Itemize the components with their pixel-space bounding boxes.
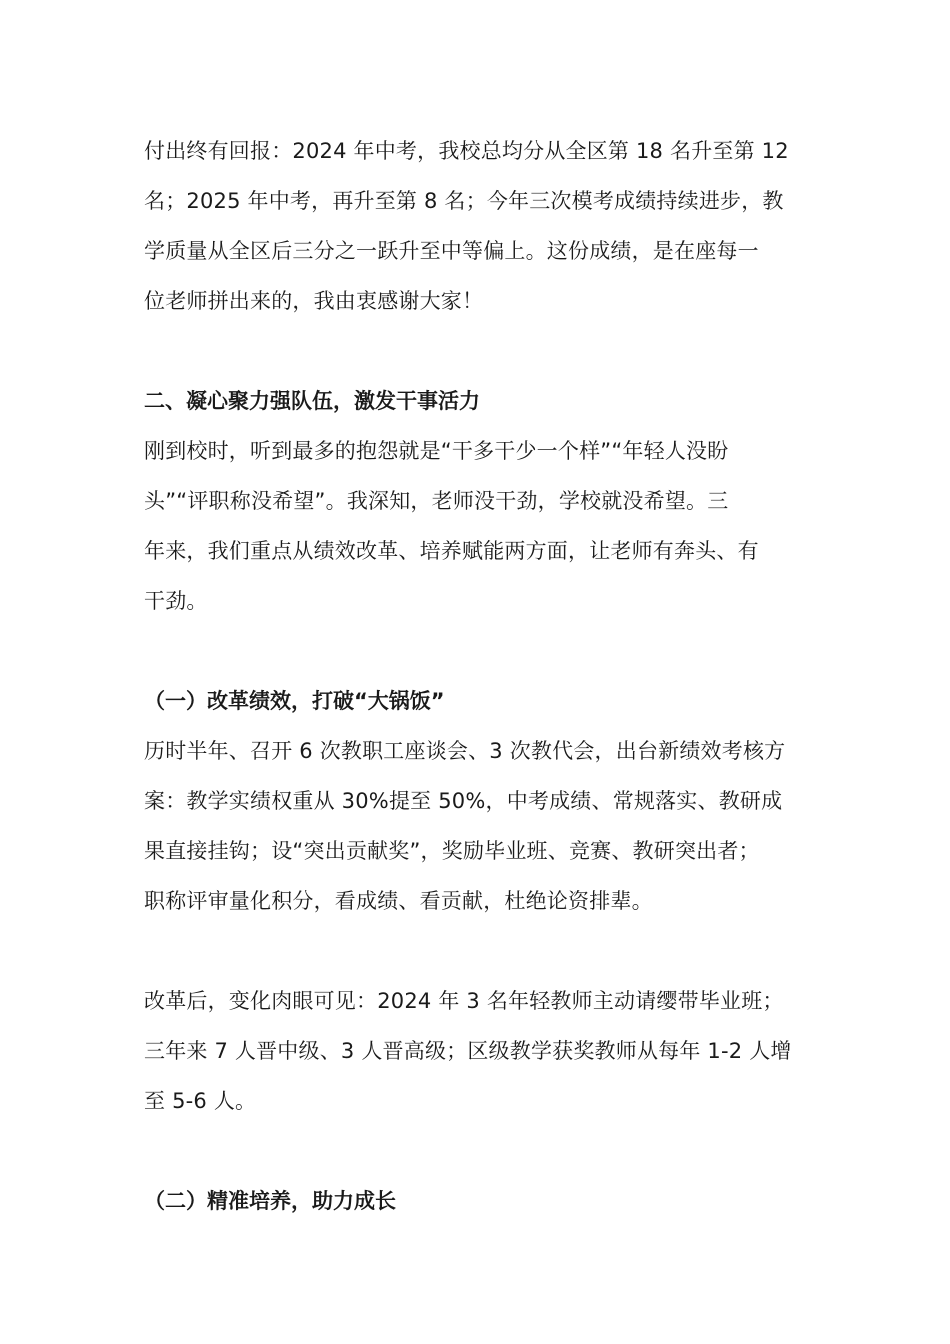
text-line: 果直接挂钩；设“突出贡献奖”，奖励毕业班、竞赛、教研突出者； xyxy=(144,839,760,863)
document-body xyxy=(144,126,816,1226)
text-line: 付出终有回报：2024 年中考，我校总均分从全区第 18 名升至第 12 xyxy=(144,139,789,163)
paragraph-gap xyxy=(144,626,816,676)
text-line: 年来，我们重点从绩效改革、培养赋能两方面，让老师有奔头、有 xyxy=(144,539,759,563)
text-line: 头”“评职称没希望”。我深知，老师没干劲，学校就没希望。三 xyxy=(144,489,729,513)
text-line: 干劲。 xyxy=(144,589,208,613)
paragraph-gap xyxy=(144,1126,816,1176)
paragraph-gap xyxy=(144,326,816,376)
text-line: 学质量从全区后三分之一跃升至中等偏上。这份成绩，是在座每一 xyxy=(144,239,759,263)
subsection-heading-1: （一）改革绩效，打破“大锅饭” xyxy=(144,689,445,713)
subsection-heading-2: （二）精准培养，助力成长 xyxy=(144,1189,396,1213)
text-line: 三年来 7 人晋中级、3 人晋高级；区级教学获奖教师从每年 1-2 人增 xyxy=(144,1039,792,1063)
text-line: 名；2025 年中考，再升至第 8 名；今年三次模考成绩持续进步，教 xyxy=(144,189,784,213)
text-line: 历时半年、召开 6 次教职工座谈会、3 次教代会，出台新绩效考核方 xyxy=(144,739,786,763)
paragraph-reform-outcome xyxy=(144,976,816,1126)
text-line: 改革后，变化肉眼可见：2024 年 3 名年轻教师主动请缨带毕业班； xyxy=(144,989,784,1013)
paragraph-team-intro xyxy=(144,426,816,626)
text-line: 职称评审量化积分，看成绩、看贡献，杜绝论资排辈。 xyxy=(144,889,653,913)
text-line: 位老师拼出来的，我由衷感谢大家！ xyxy=(144,289,484,313)
text-line: 刚到校时，听到最多的抱怨就是“干多干少一个样”“年轻人没盼 xyxy=(144,439,729,463)
paragraph-gap xyxy=(144,926,816,976)
text-line: 案：教学实绩权重从 30%提至 50%，中考成绩、常规落实、教研成 xyxy=(144,789,783,813)
paragraph-results xyxy=(144,126,816,326)
section-heading-2: 二、凝心聚力强队伍，激发干事活力 xyxy=(144,389,480,413)
text-line: 至 5-6 人。 xyxy=(144,1089,257,1113)
paragraph-performance-reform xyxy=(144,726,816,926)
